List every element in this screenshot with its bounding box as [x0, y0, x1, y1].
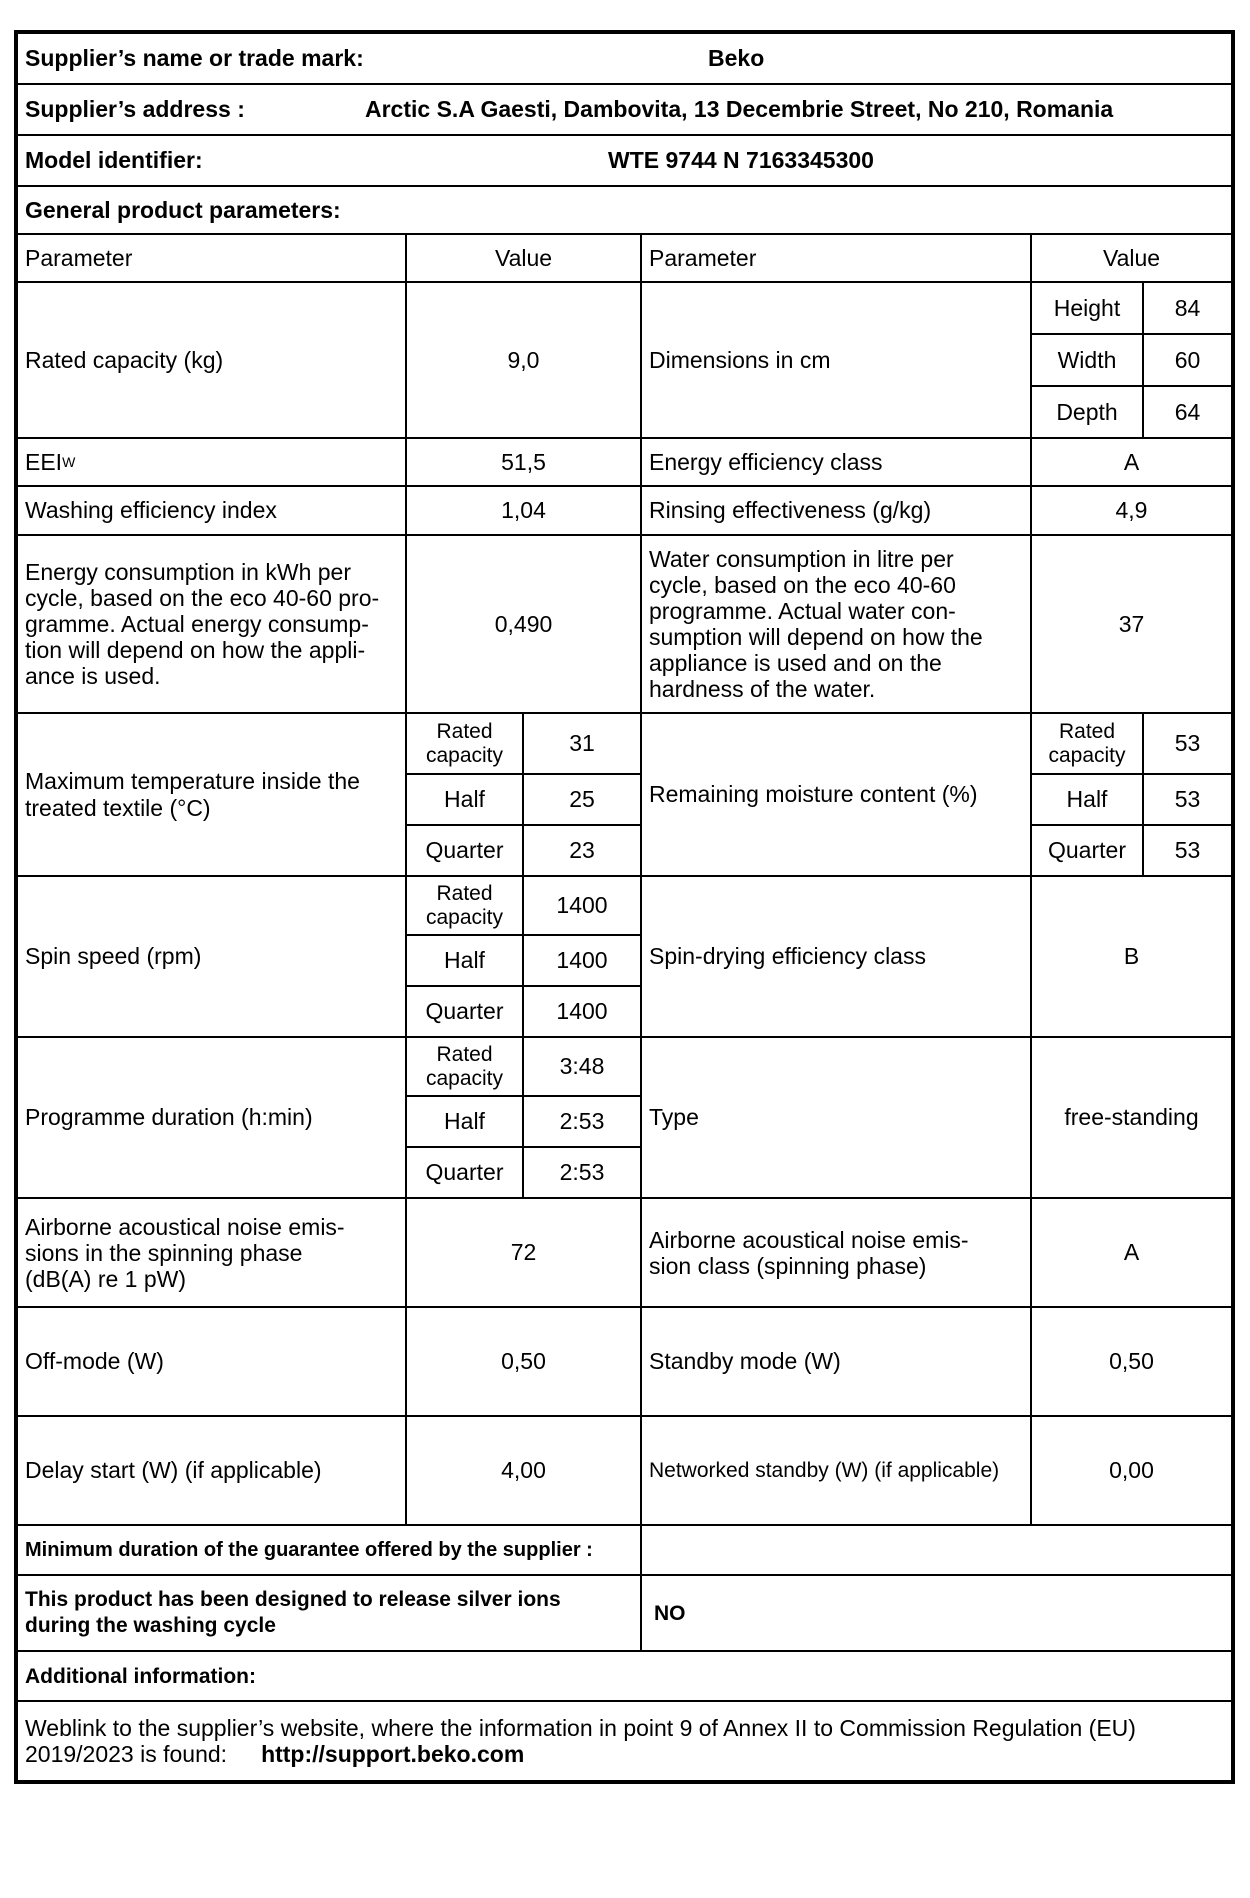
water-consumption-label: Water consumption in litre per cycle, based on the eco 40-60 programme. Actual water con- sumption will depend on how the appliance is used and on the hardness of the water.: [641, 535, 1031, 713]
max-temp-rated-label: Rated capacity: [406, 713, 523, 774]
moisture-quarter-value: 53: [1143, 825, 1232, 876]
model-identifier-value: WTE 9744 N 7163345300: [608, 147, 874, 173]
washing-index-value: 1,04: [406, 486, 641, 535]
max-temp-rated-value: 31: [523, 713, 641, 774]
weblink-text-line2: 2019/2023 is found:: [25, 1741, 228, 1767]
dimensions-label: Dimensions in cm: [641, 282, 1031, 438]
delay-start-label: Delay start (W) (if applicable): [17, 1416, 406, 1525]
spin-speed-rated-label: Rated capacity: [406, 876, 523, 935]
supplier-address-label: Supplier’s address :: [25, 96, 245, 122]
guarantee-label: Minimum duration of the guarantee offered by the supplier :: [17, 1525, 641, 1575]
noise-label: Airborne acoustical noise emis- sions in the spinning phase (dB(A) re 1 pW): [17, 1198, 406, 1307]
noise-class-value: A: [1031, 1198, 1232, 1307]
supplier-weblink[interactable]: http://support.beko.com: [261, 1741, 525, 1767]
model-identifier-row: [17, 135, 1232, 186]
rated-capacity-value: 9,0: [406, 282, 641, 438]
energy-class-value: A: [1031, 438, 1232, 486]
supplier-name-label: Supplier’s name or trade mark:: [25, 45, 364, 71]
duration-quarter-value: 2:53: [523, 1147, 641, 1198]
off-mode-label: Off-mode (W): [17, 1307, 406, 1416]
supplier-address-value: Arctic S.A Gaesti, Dambovita, 13 Decembrie Street, No 210, Romania: [365, 96, 1114, 122]
duration-quarter-label: Quarter: [406, 1147, 523, 1198]
width-value: 60: [1143, 334, 1232, 386]
off-mode-value: 0,50: [406, 1307, 641, 1416]
height-value: 84: [1143, 282, 1232, 334]
moisture-quarter-label: Quarter: [1031, 825, 1143, 876]
duration-half-label: Half: [406, 1096, 523, 1147]
height-label: Height: [1031, 282, 1143, 334]
weblink-text-line1: Weblink to the supplier’s website, where the information in point 9 of Annex II to Commission Regulation (EU): [25, 1715, 1136, 1741]
eei-value: 51,5: [406, 438, 641, 486]
rated-capacity-label: Rated capacity (kg): [17, 282, 406, 438]
standby-label: Standby mode (W): [641, 1307, 1031, 1416]
value-header-left: Value: [406, 234, 641, 282]
supplier-name-value: Beko: [708, 45, 765, 71]
depth-value: 64: [1143, 386, 1232, 438]
energy-consumption-label: Energy consumption in kWh per cycle, based on the eco 40-60 pro- gramme. Actual energy consump- tion will depend on how the appli- ance is used.: [17, 535, 406, 713]
type-value: free-standing: [1031, 1037, 1232, 1198]
spin-speed-half-label: Half: [406, 935, 523, 986]
standby-value: 0,50: [1031, 1307, 1232, 1416]
networked-standby-label: Networked standby (W) (if applicable): [641, 1416, 1031, 1525]
eei-label: EEI W: [17, 438, 406, 486]
additional-info-heading: Additional information:: [17, 1651, 1232, 1701]
parameter-header-left: Parameter: [17, 234, 406, 282]
max-temp-quarter-value: 23: [523, 825, 641, 876]
max-temp-half-label: Half: [406, 774, 523, 825]
weblink-row: [17, 1701, 1232, 1781]
energy-class-label: Energy efficiency class: [641, 438, 1031, 486]
noise-value: 72: [406, 1198, 641, 1307]
duration-rated-value: 3:48: [523, 1037, 641, 1096]
spin-speed-half-value: 1400: [523, 935, 641, 986]
max-temp-half-value: 25: [523, 774, 641, 825]
moisture-rated-value: 53: [1143, 713, 1232, 774]
model-identifier-label: Model identifier:: [25, 147, 203, 173]
water-consumption-value: 37: [1031, 535, 1232, 713]
networked-standby-value: 0,00: [1031, 1416, 1232, 1525]
duration-label: Programme duration (h:min): [17, 1037, 406, 1198]
delay-start-value: 4,00: [406, 1416, 641, 1525]
width-label: Width: [1031, 334, 1143, 386]
max-temp-quarter-label: Quarter: [406, 825, 523, 876]
moisture-rated-label: Rated capacity: [1031, 713, 1143, 774]
moisture-label: Remaining moisture content (%): [641, 713, 1031, 876]
rinsing-label: Rinsing effectiveness (g/kg): [641, 486, 1031, 535]
product-information-sheet: [14, 30, 1235, 1784]
silver-ions-value: NO: [641, 1575, 1232, 1651]
spin-class-label: Spin-drying efficiency class: [641, 876, 1031, 1037]
parameter-header-right: Parameter: [641, 234, 1031, 282]
spin-speed-quarter-value: 1400: [523, 986, 641, 1037]
spin-class-value: B: [1031, 876, 1232, 1037]
spin-speed-quarter-label: Quarter: [406, 986, 523, 1037]
rinsing-value: 4,9: [1031, 486, 1232, 535]
type-label: Type: [641, 1037, 1031, 1198]
supplier-name-row: [17, 33, 1232, 84]
silver-ions-label: This product has been designed to release silver ions during the washing cycle: [17, 1575, 641, 1651]
value-header-right: Value: [1031, 234, 1232, 282]
duration-rated-label: Rated capacity: [406, 1037, 523, 1096]
moisture-half-label: Half: [1031, 774, 1143, 825]
washing-index-label: Washing efficiency index: [17, 486, 406, 535]
moisture-half-value: 53: [1143, 774, 1232, 825]
general-parameters-heading: General product parameters:: [17, 186, 1232, 234]
spin-speed-rated-value: 1400: [523, 876, 641, 935]
depth-label: Depth: [1031, 386, 1143, 438]
noise-class-label: Airborne acoustical noise emis- sion class (spinning phase): [641, 1198, 1031, 1307]
duration-half-value: 2:53: [523, 1096, 641, 1147]
max-temp-label: Maximum temperature inside the treated textile (°C): [17, 713, 406, 876]
energy-consumption-value: 0,490: [406, 535, 641, 713]
supplier-address-row: [17, 84, 1232, 135]
spin-speed-label: Spin speed (rpm): [17, 876, 406, 1037]
guarantee-value: [641, 1525, 1232, 1575]
